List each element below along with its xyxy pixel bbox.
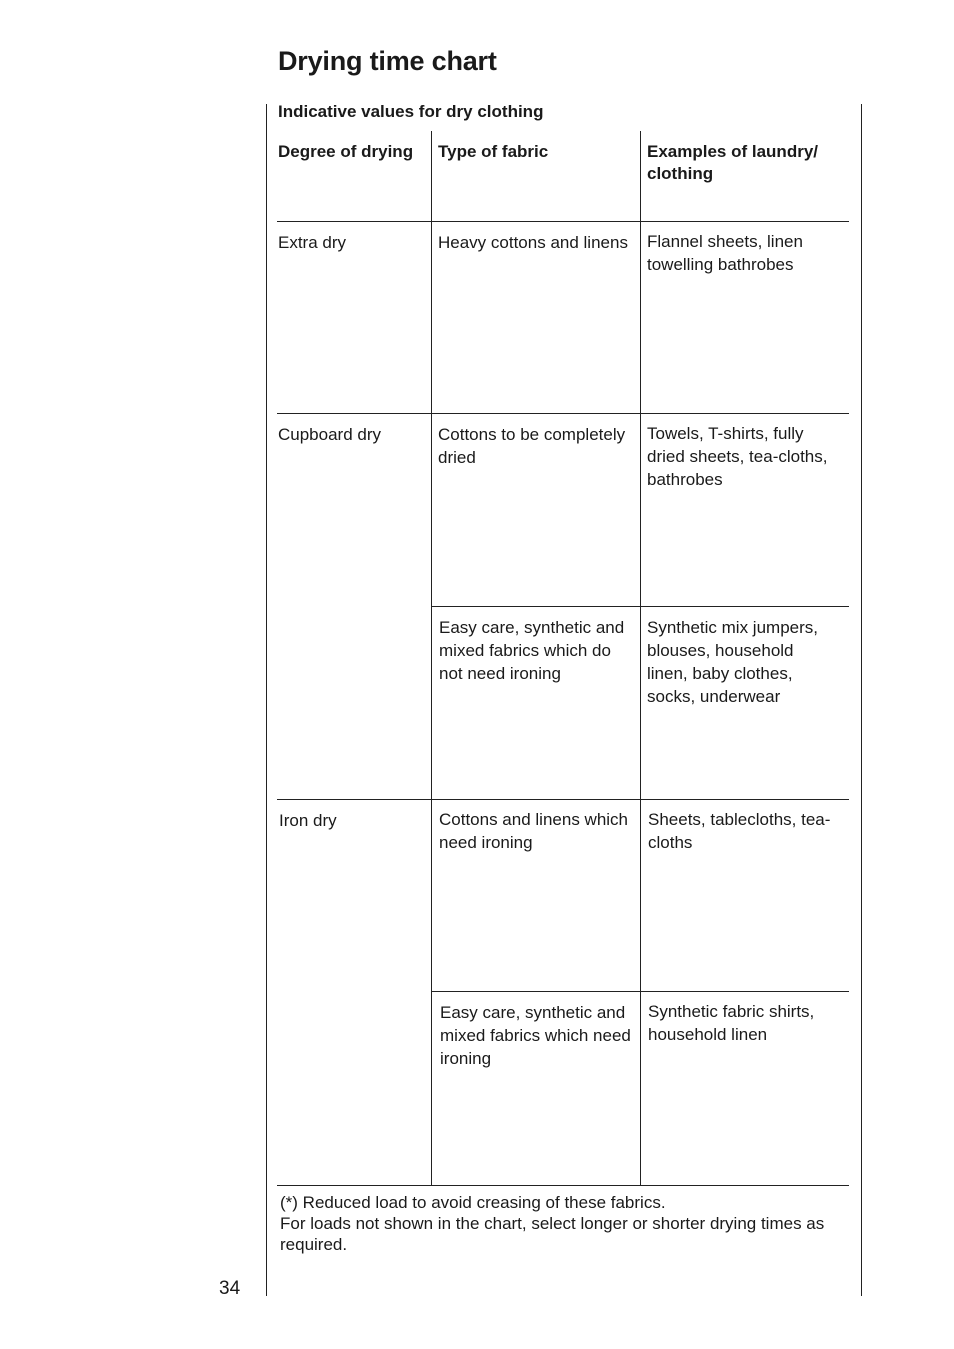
row-rule-cupboard-sub [431, 606, 849, 607]
header-degree: Degree of drying [278, 142, 414, 161]
degree-iron-dry: Iron dry [279, 811, 337, 830]
footnote-reduced-load: (*) Reduced load to avoid creasing of these fabrics. [280, 1193, 666, 1212]
fabric-cell: Easy care, synthetic and mixed fabrics which do not need ironing [439, 618, 625, 683]
degree-cupboard-dry: Cupboard dry [278, 425, 382, 444]
examples-cell: Flannel sheets, linen towelling bathrobes [647, 232, 803, 274]
degree-extra-dry: Extra dry [278, 233, 347, 252]
table-bottom-rule [277, 1185, 849, 1186]
left-margin-line [266, 104, 267, 1296]
page-number: 34 [219, 1278, 241, 1299]
right-margin-line [861, 104, 862, 1296]
header-fabric: Type of fabric [438, 142, 549, 161]
page-title: Drying time chart [278, 46, 497, 76]
column-divider-2 [640, 131, 641, 1186]
examples-cell: Synthetic mix jumpers, blouses, household linen, baby clothes, socks, underwear [647, 618, 818, 706]
fabric-cell: Easy care, synthetic and mixed fabrics which need ironing [440, 1003, 631, 1068]
fabric-cell: Heavy cottons and linens [438, 233, 628, 252]
examples-cell: Synthetic fabric shirts, household linen [648, 1002, 815, 1044]
column-divider-1 [431, 131, 432, 1186]
row-rule-iron [277, 799, 849, 800]
row-rule-cupboard [277, 413, 849, 414]
row-rule-iron-sub [431, 991, 849, 992]
fabric-cell: Cottons and linens which need ironing [439, 810, 629, 852]
footnote-other-loads: For loads not shown in the chart, select longer or shorter drying times as required. [280, 1214, 825, 1254]
examples-cell: Sheets, tablecloths, tea-cloths [648, 810, 831, 852]
table-subtitle: Indicative values for dry clothing [278, 102, 544, 121]
examples-cell: Towels, T-shirts, fully dried sheets, tea-cloths, bathrobes [647, 424, 828, 489]
header-examples: Examples of laundry/ clothing [647, 142, 818, 183]
fabric-cell: Cottons to be completely dried [438, 425, 626, 467]
header-rule [277, 221, 849, 222]
footnote-block [280, 1192, 855, 1255]
